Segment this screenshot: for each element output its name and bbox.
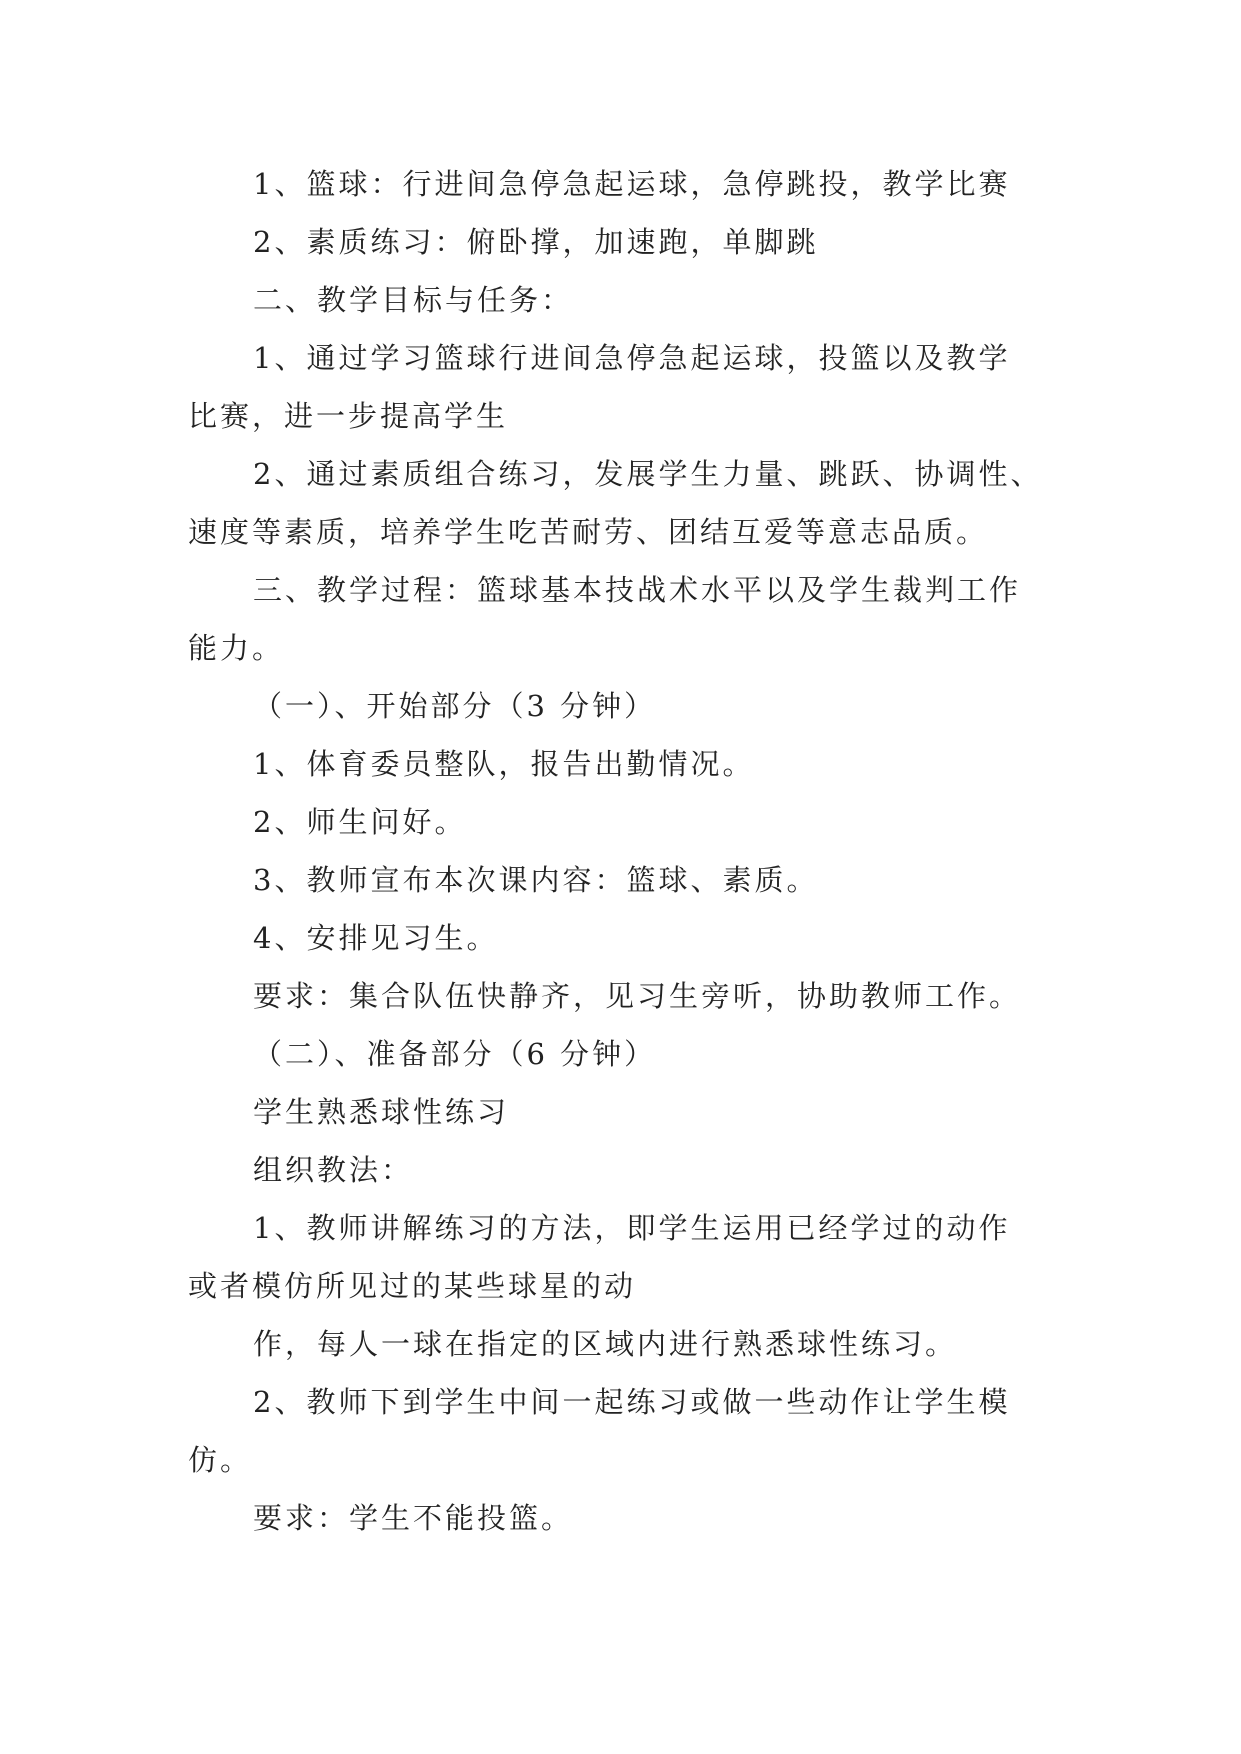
text-line: 2、素质练习：俯卧撑，加速跑，单脚跳 <box>253 225 819 259</box>
text-line: 作，每人一球在指定的区域内进行熟悉球性练习。 <box>253 1327 958 1361</box>
text-line: 2、师生问好。 <box>253 805 467 839</box>
text-line: 三、教学过程：篮球基本技战术水平以及学生裁判工作 <box>253 573 1022 607</box>
text-line: 比赛，进一步提高学生 <box>188 399 509 433</box>
text-line: 速度等素质，培养学生吃苦耐劳、团结互爱等意志品质。 <box>188 515 989 549</box>
text-line: 要求：学生不能投篮。 <box>253 1501 574 1535</box>
text-line: 4、安排见习生。 <box>253 921 499 955</box>
text-line: 1、体育委员整队，报告出勤情况。 <box>253 747 755 781</box>
text-line: 或者模仿所见过的某些球星的动 <box>188 1269 637 1303</box>
section-heading: （一）、开始部分（3 分钟） <box>253 689 657 723</box>
text-line: 3、教师宣布本次课内容：篮球、素质。 <box>253 863 819 897</box>
text-line: 组织教法： <box>253 1153 414 1187</box>
text-line: 1、篮球：行进间急停急起运球，急停跳投，教学比赛 <box>253 167 1011 201</box>
text-line: 要求：集合队伍快静齐，见习生旁听，协助教师工作。 <box>253 979 1022 1013</box>
text-line: 二、教学目标与任务： <box>253 283 574 317</box>
text-line: 1、教师讲解练习的方法，即学生运用已经学过的动作 <box>253 1211 1011 1245</box>
text-line: 2、通过素质组合练习，发展学生力量、跳跃、协调性、 <box>253 457 1043 491</box>
text-line: 仿。 <box>188 1443 253 1477</box>
section-heading: （二）、准备部分（6 分钟） <box>253 1037 657 1071</box>
text-line: 学生熟悉球性练习 <box>253 1095 510 1129</box>
text-line: 2、教师下到学生中间一起练习或做一些动作让学生模 <box>253 1385 1011 1419</box>
text-line: 1、通过学习篮球行进间急停急起运球，投篮以及教学 <box>253 341 1011 375</box>
text-line: 能力。 <box>188 631 285 665</box>
